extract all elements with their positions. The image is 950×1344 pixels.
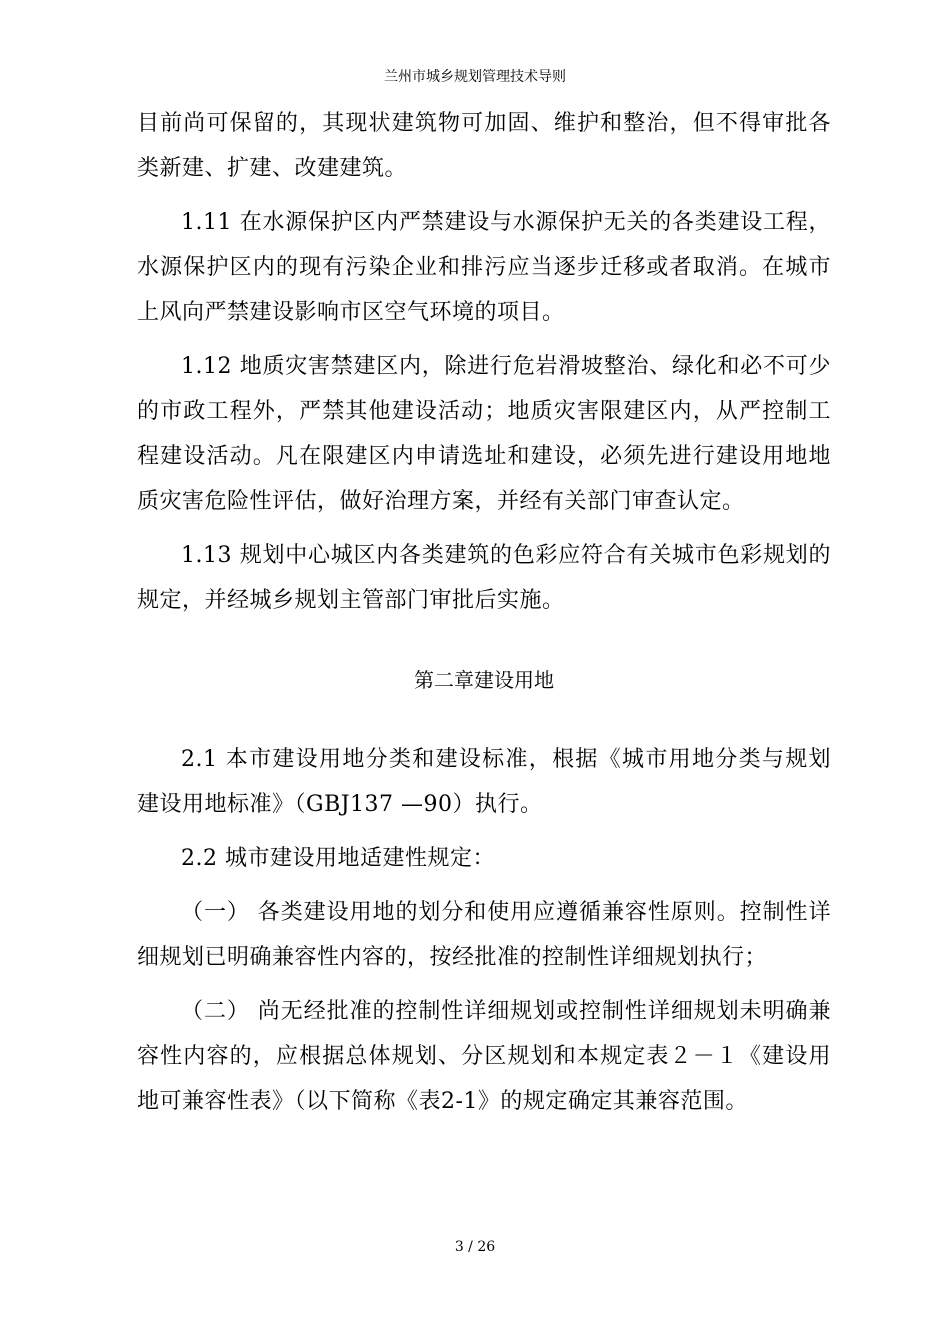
paragraph-1-13: 1.13 规划中心城区内各类建筑的色彩应符合有关城市色彩规划的规定，并经城乡规划主管部门审批后实施。 (137, 543, 831, 613)
page-number: 3 / 26 (454, 1239, 496, 1255)
document-body (137, 101, 831, 1124)
paragraph-2-2: 2.2 城市建设用地适建性规定： (181, 846, 495, 871)
paragraph-2-1: 2.1 本市建设用地分类和建设标准，根据《城市用地分类与规划建设用地标准》（GBJ137 —90）执行。 (137, 747, 831, 817)
chapter-title: 第二章建设用地 (414, 668, 554, 692)
paragraph-continued: 目前尚可保留的，其现状建筑物可加固、维护和整治，但不得审批各类新建、扩建、改建建筑。 (137, 111, 831, 181)
paragraph-1-11: 1.11 在水源保护区内严禁建设与水源保护无关的各类建设工程，水源保护区内的现有污染企业和排污应当逐步迁移或者取消。在城市上风向严禁建设影响市区空气环境的项目。 (137, 210, 831, 325)
paragraph-item-1: （一） 各类建设用地的划分和使用应遵循兼容性原则。控制性详细规划已明确兼容性内容的，按经批准的控制性详细规划执行； (137, 900, 831, 970)
paragraph-item-2: （二） 尚无经批准的控制性详细规划或控制性详细规划未明确兼容性内容的，应根据总体规划、分区规划和本规定表２－１《建设用地可兼容性表》（以下简称《表2-1》的规定确定其兼容范围。 (137, 999, 831, 1114)
paragraph-1-12: 1.12 地质灾害禁建区内，除进行危岩滑坡整治、绿化和必不可少的市政工程外，严禁其他建设活动；地质灾害限建区内，从严控制工程建设活动。凡在限建区内申请选址和建设，必须先进行建设用地地质灾害危险性评估，做好治理方案，并经有关部门审查认定。 (137, 354, 831, 514)
page-header: 兰州市城乡规划管理技术导则 (384, 69, 566, 85)
